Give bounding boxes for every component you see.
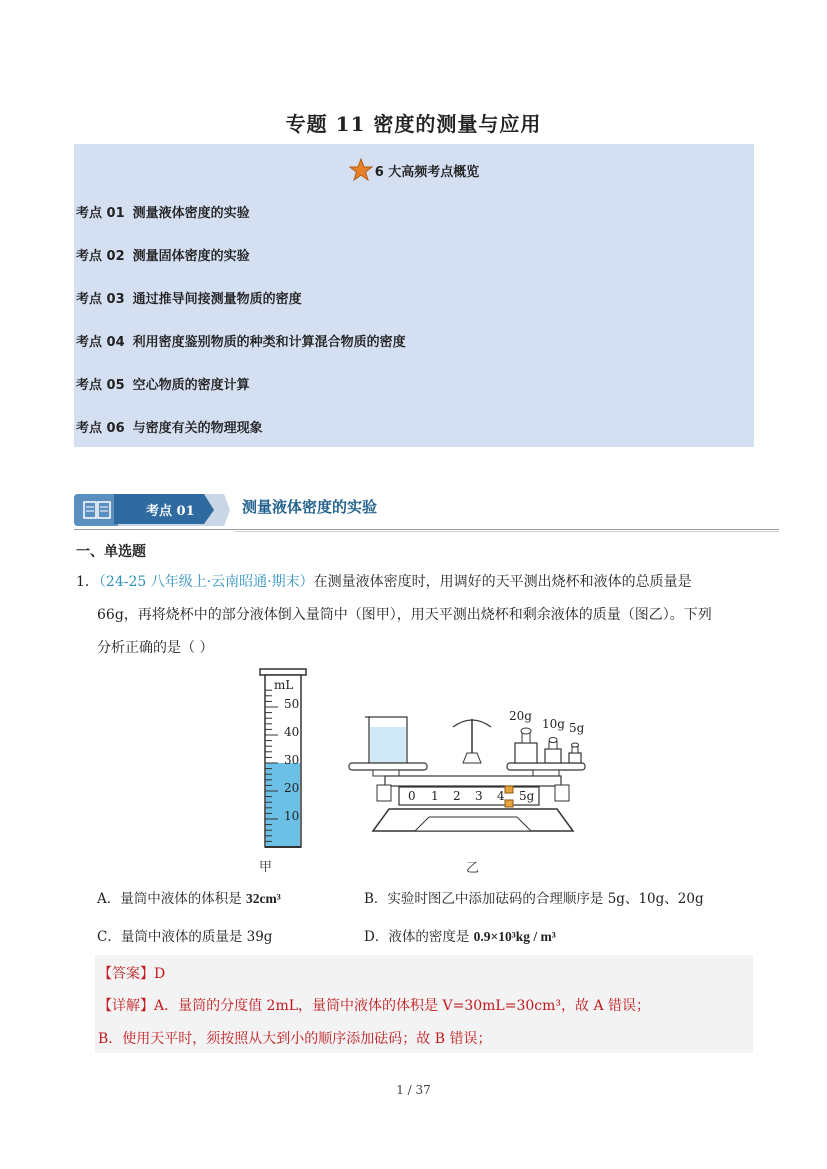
figure-label-jia: 甲: [259, 860, 273, 875]
figure-label-yi: 乙: [466, 861, 480, 876]
overview-heading: [74, 158, 754, 186]
section-badge: [74, 490, 234, 528]
star-icon: [349, 158, 373, 186]
subsection-heading: 一、单选题: [76, 544, 146, 560]
weight-label: 20g: [509, 709, 532, 723]
scale-tick: 2: [453, 789, 461, 803]
section-title: 测量液体密度的实验: [242, 498, 378, 516]
weight-label: 10g: [542, 717, 565, 731]
answer-label: 【答案】D: [98, 966, 166, 982]
weight-label: 5g: [569, 721, 585, 735]
tick-label: 20: [284, 781, 300, 795]
question-line: 分析正确的是（ ）: [97, 640, 214, 656]
question-line: 66g，再将烧杯中的部分液体倒入量筒中（图甲），用天平测出烧杯和剩余液体的质量（图乙）。下列: [97, 607, 712, 623]
overview-item: 考点 04 利用密度鉴别物质的种类和计算混合物质的密度: [76, 335, 406, 350]
scale-tick: 1: [431, 789, 439, 803]
page-number: 1 / 37: [396, 1083, 431, 1097]
option-d: D．液体的密度是 0.9×10³kg / m³: [364, 929, 556, 945]
option-c: C．量筒中液体的质量是 39g: [97, 929, 273, 945]
scale-tick: 4: [497, 789, 505, 803]
scale-tick: 3: [475, 789, 483, 803]
measuring-cylinder-figure: [250, 665, 320, 859]
section-divider: [74, 529, 779, 530]
overview-item: 考点 01 测量液体密度的实验: [76, 206, 250, 221]
cylinder-unit: mL: [274, 678, 294, 692]
tick-label: 10: [284, 809, 300, 823]
overview-item: 考点 05 空心物质的密度计算: [76, 378, 250, 393]
page-title: 专题 11 密度的测量与应用: [285, 112, 542, 136]
tick-label: 40: [284, 725, 300, 739]
section-divider-light: [234, 531, 779, 532]
answer-detail: 【详解】A．量筒的分度值 2mL，量筒中液体的体积是 V=30mL=30cm³，故 A 错误；: [98, 998, 651, 1014]
answer-box: [95, 955, 753, 1053]
option-a: A．量筒中液体的体积是 32cm³: [97, 891, 281, 907]
answer-detail: B．使用天平时，须按照从大到小的顺序添加砝码；故 B 错误；: [98, 1031, 492, 1047]
balance-figure: [345, 705, 620, 844]
section-badge-text: 考点 01: [146, 504, 195, 519]
overview-item: 考点 02 测量固体密度的实验: [76, 249, 250, 264]
overview-heading-text: 6 大高频考点概览: [374, 165, 480, 180]
question-line: 1．（24-25 八年级上·云南昭通·期末）在测量液体密度时，用调好的天平测出烧杯和液体的总质量是: [76, 574, 692, 590]
scale-tick: 0: [408, 789, 416, 803]
tick-label: 30: [284, 753, 300, 767]
scale-tick: 5g: [519, 789, 535, 803]
overview-item: 考点 03 通过推导间接测量物质的密度: [76, 292, 302, 307]
overview-panel: [74, 144, 754, 447]
overview-item: 考点 06 与密度有关的物理现象: [76, 421, 263, 436]
option-b: B．实验时图乙中添加砝码的合理顺序是 5g、10g、20g: [364, 891, 704, 907]
tick-label: 50: [284, 697, 300, 711]
question-source: （24-25 八年级上·云南昭通·期末）: [98, 574, 314, 590]
